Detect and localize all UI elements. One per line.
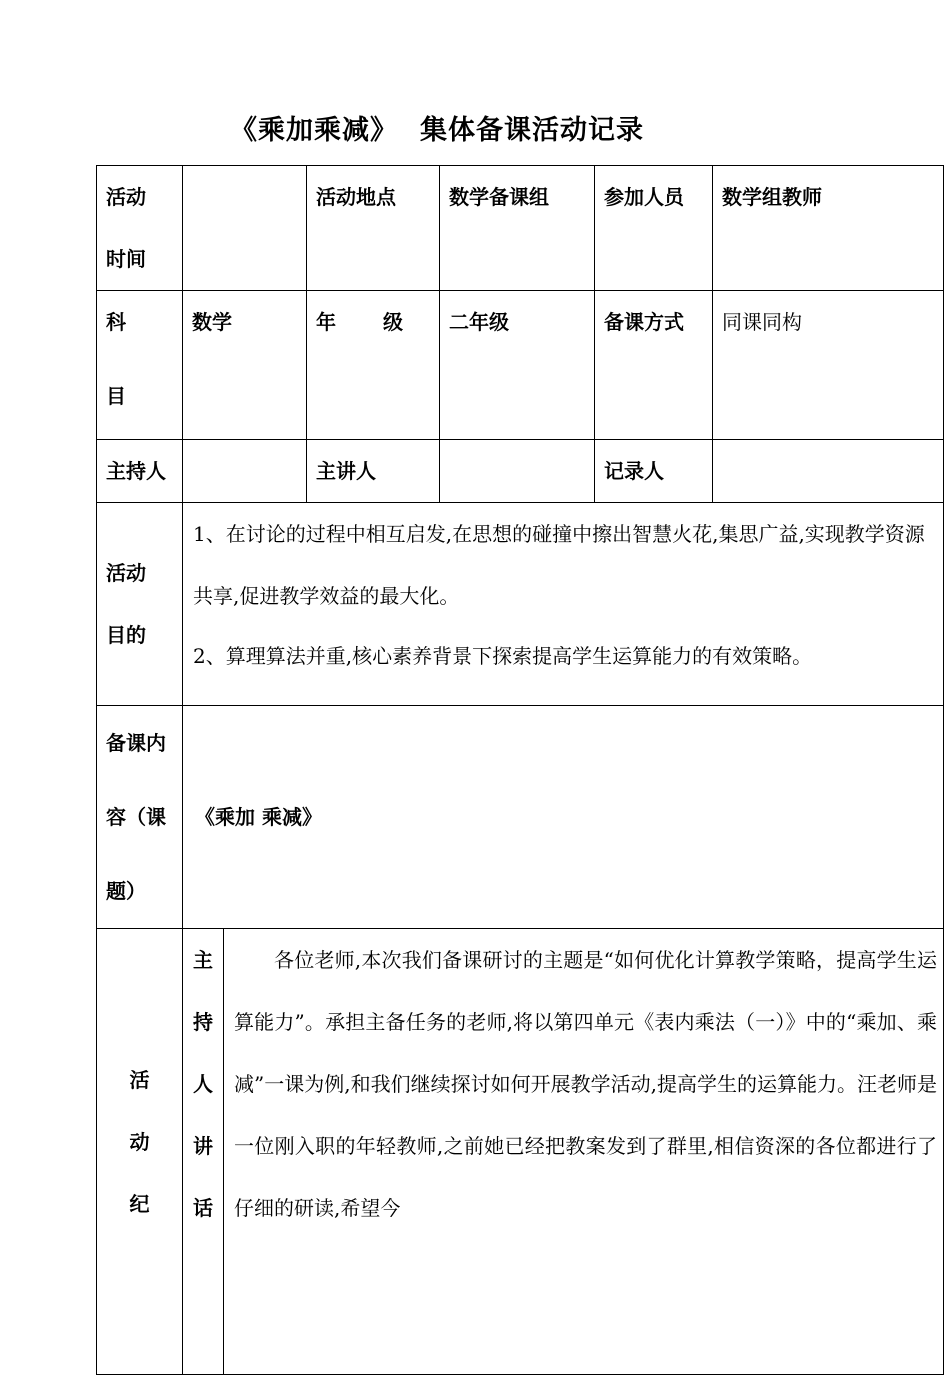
content-label xyxy=(97,706,183,929)
activity-time-value xyxy=(183,166,307,291)
row-record xyxy=(97,929,944,1375)
grade-label xyxy=(307,291,440,440)
purpose-label-line2: 目的 xyxy=(106,623,146,647)
activity-place-value: 数学备课组 xyxy=(440,166,595,291)
content-label-line2: 容（课 xyxy=(106,805,166,829)
host-label: 主持人 xyxy=(97,440,183,503)
purpose-text xyxy=(183,503,944,706)
subject-label xyxy=(97,291,183,440)
recorder-label: 记录人 xyxy=(595,440,713,503)
activity-record-char-2: 动 xyxy=(129,1130,150,1154)
row-subject-grade xyxy=(97,291,944,440)
lesson-record-table xyxy=(96,165,944,1375)
subject-value: 数学 xyxy=(183,291,307,440)
row-time-place xyxy=(97,166,944,291)
activity-record-label xyxy=(97,929,183,1375)
purpose-label-line1: 活动 xyxy=(106,561,146,585)
subject-label-line1: 科 xyxy=(106,310,126,334)
content-label-line3: 题） xyxy=(106,879,146,903)
title-lesson: 《乘加乘减》 xyxy=(230,115,398,146)
row-purpose xyxy=(97,503,944,706)
subject-label-line2: 目 xyxy=(106,384,126,408)
purpose-item-2: 2、算理算法并重,核心素养背景下探索提高学生运算能力的有效策略。 xyxy=(193,644,813,668)
purpose-item-1: 1、在讨论的过程中相互启发,在思想的碰撞中擦出智慧火花,集思广益,实现教学资源共享,促进教学效益的最大化。 xyxy=(193,522,925,608)
content-label-line1: 备课内 xyxy=(106,731,166,755)
recorder-value xyxy=(713,440,944,503)
row-content xyxy=(97,706,944,929)
activity-time-label-line2: 时间 xyxy=(106,247,146,271)
host-speech-paragraph: 各位老师,本次我们备课研讨的主题是“如何优化计算教学策略，提高学生运算能力”。承担主备任务的老师,将以第四单元《表内乘法（一）》中的“乘加、乘减”一课为例,和我们继续探讨如何开展教学活动,提高学生的运算能力。汪老师是一位刚入职的年轻教师,之前她已经把教案发到了群里,相信资深的各位都进行了仔细的研读,希望今 xyxy=(234,948,937,1220)
title-subtitle: 集体备课活动记录 xyxy=(420,115,644,146)
host-speech-char-4: 讲 xyxy=(193,1134,213,1158)
lesson-topic: 《乘加 乘减》 xyxy=(183,706,944,929)
activity-place-label: 活动地点 xyxy=(307,166,440,291)
host-value xyxy=(183,440,307,503)
grade-label-char2: 级 xyxy=(383,310,403,334)
host-speech-char-2: 持 xyxy=(193,1010,213,1034)
speaker-value xyxy=(440,440,595,503)
host-speech-label xyxy=(183,929,224,1375)
participants-value: 数学组教师 xyxy=(713,166,944,291)
grade-value: 二年级 xyxy=(440,291,595,440)
grade-label-char1: 年 xyxy=(316,310,336,334)
activity-record-char-1: 活 xyxy=(129,1068,150,1092)
host-speech-char-5: 话 xyxy=(193,1196,213,1220)
activity-time-label-line1: 活动 xyxy=(106,185,146,209)
activity-time-label xyxy=(97,166,183,291)
host-speech-char-1: 主 xyxy=(193,948,213,972)
purpose-label xyxy=(97,503,183,706)
speaker-label: 主讲人 xyxy=(307,440,440,503)
prep-method-value: 同课同构 xyxy=(713,291,944,440)
activity-record-char-3: 纪 xyxy=(129,1192,150,1216)
host-speech-char-3: 人 xyxy=(193,1072,213,1096)
page-title xyxy=(230,108,644,147)
participants-label: 参加人员 xyxy=(595,166,713,291)
row-roles xyxy=(97,440,944,503)
prep-method-label: 备课方式 xyxy=(595,291,713,440)
host-speech-text xyxy=(224,929,944,1375)
